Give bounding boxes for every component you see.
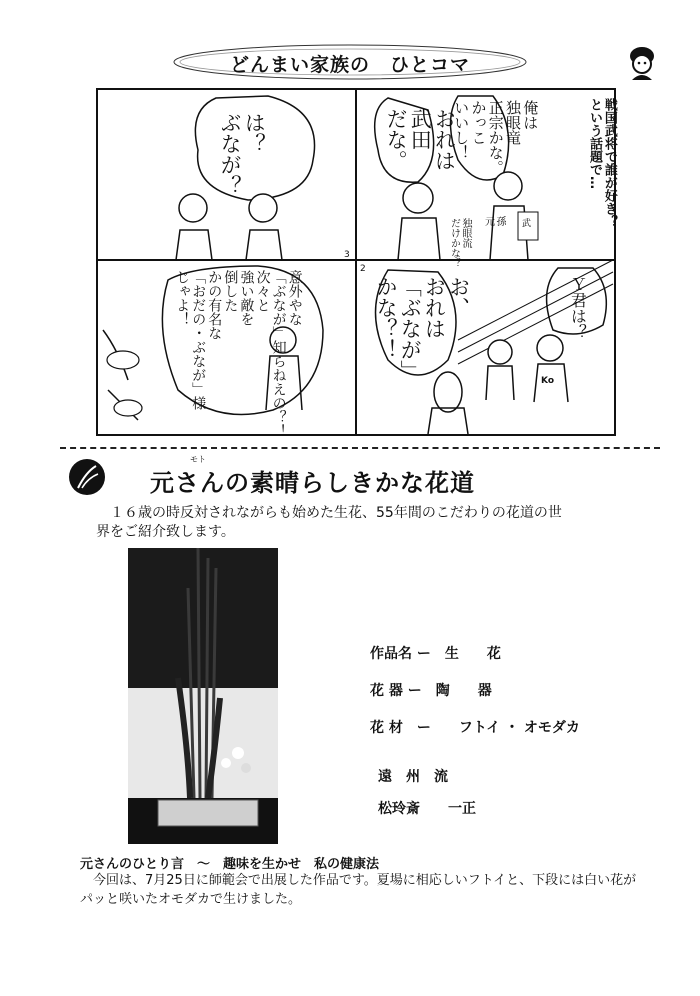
- shirt-badge: 武: [522, 219, 532, 229]
- speech-line: 「ぶなが」知らねえの？！: [270, 270, 287, 438]
- speech-line: かな？！: [374, 276, 399, 360]
- note-line: だけかな？: [448, 218, 460, 268]
- panel-number-3: 3: [344, 250, 350, 260]
- speech-bubble-oda: [174, 270, 303, 438]
- speech-line: かっこ: [469, 100, 488, 145]
- caption-line-1: 戦国武将で誰が好き？: [601, 98, 617, 228]
- ikebana-photo: [128, 548, 278, 844]
- speech-bubble-bunaga: [374, 276, 471, 381]
- speech-line: は？: [242, 112, 267, 154]
- speech-line: かの有名な: [206, 270, 223, 340]
- material-line: 花 材 ー フトイ ・ オモダカ: [370, 720, 580, 736]
- ikebana-icon: [68, 458, 106, 496]
- comic-title: どんまい家族の ひとコマ: [229, 54, 470, 76]
- comic-caption: [586, 98, 616, 228]
- speech-bubble-y-kun: Ｙ君は？: [568, 276, 588, 340]
- speech-bubble-takeda: [384, 108, 456, 171]
- speech-line: おれは: [432, 108, 457, 171]
- note-body: 今回は、7月25日に師範会で出展した作品です。夏場に相応しいフトイと、下段には白い花がパッと咲いたオモダカで生けました。: [80, 873, 637, 907]
- panel-number-2: 2: [360, 264, 366, 274]
- note-line: 独眼流: [460, 218, 471, 248]
- small-note-a: [482, 216, 505, 226]
- note-heading: 元さんのひとり言 ～ 趣味を生かせ 私の健康法: [80, 857, 380, 872]
- speech-line: だな。: [384, 108, 409, 171]
- shirt-logo: Ko: [541, 376, 554, 386]
- speech-line: いいし！: [452, 100, 471, 160]
- speech-line: 強い敵を: [238, 270, 255, 326]
- artist-name: 松玲斎 一正: [378, 801, 476, 817]
- school-name: 遠 州 流: [378, 769, 448, 785]
- speech-line: 俺は: [521, 100, 540, 130]
- small-note-b: [448, 218, 471, 268]
- section-title: 元さんの素晴らしきかな花道: [150, 469, 475, 497]
- section-title-ruby: モト: [190, 455, 206, 464]
- speech-bubble-masamune: [452, 100, 538, 175]
- speech-line: 正宗かな。: [486, 100, 505, 175]
- section-intro: １６歳の時反対されながらも始めた生花、55年間のこだわりの花道の世界をご紹介致します。: [96, 505, 562, 540]
- vessel-line: 花 器 ー 陶 器: [370, 683, 492, 699]
- speech-line: 独眼竜: [504, 100, 522, 145]
- speech-bubble-ha: [218, 112, 266, 196]
- note-line: 孫: [494, 216, 505, 226]
- comic-strip: [96, 88, 616, 436]
- note-line: 元: [482, 216, 494, 226]
- speech-line: おれは: [422, 276, 447, 339]
- speech-line: 次々と: [254, 270, 271, 312]
- speech-line: 「おだの・ぶなが」様: [190, 270, 207, 410]
- speech-line: 「ぶなが」: [398, 276, 423, 381]
- caption-line-2: という話題で…: [586, 98, 602, 189]
- section-divider: [60, 447, 660, 449]
- speech-line: お、: [446, 276, 471, 318]
- speech-line: 倒した: [222, 270, 239, 312]
- speech-line: 意外やな: [286, 270, 303, 326]
- mascot-logo: [620, 42, 664, 86]
- speech-line: 武田: [408, 108, 433, 150]
- speech-line: じゃよ！: [174, 270, 191, 326]
- speech-line: ぶなが？: [218, 112, 243, 196]
- comic-title-banner: [170, 38, 530, 82]
- work-title-line: 作品名 ー 生 花: [370, 646, 501, 662]
